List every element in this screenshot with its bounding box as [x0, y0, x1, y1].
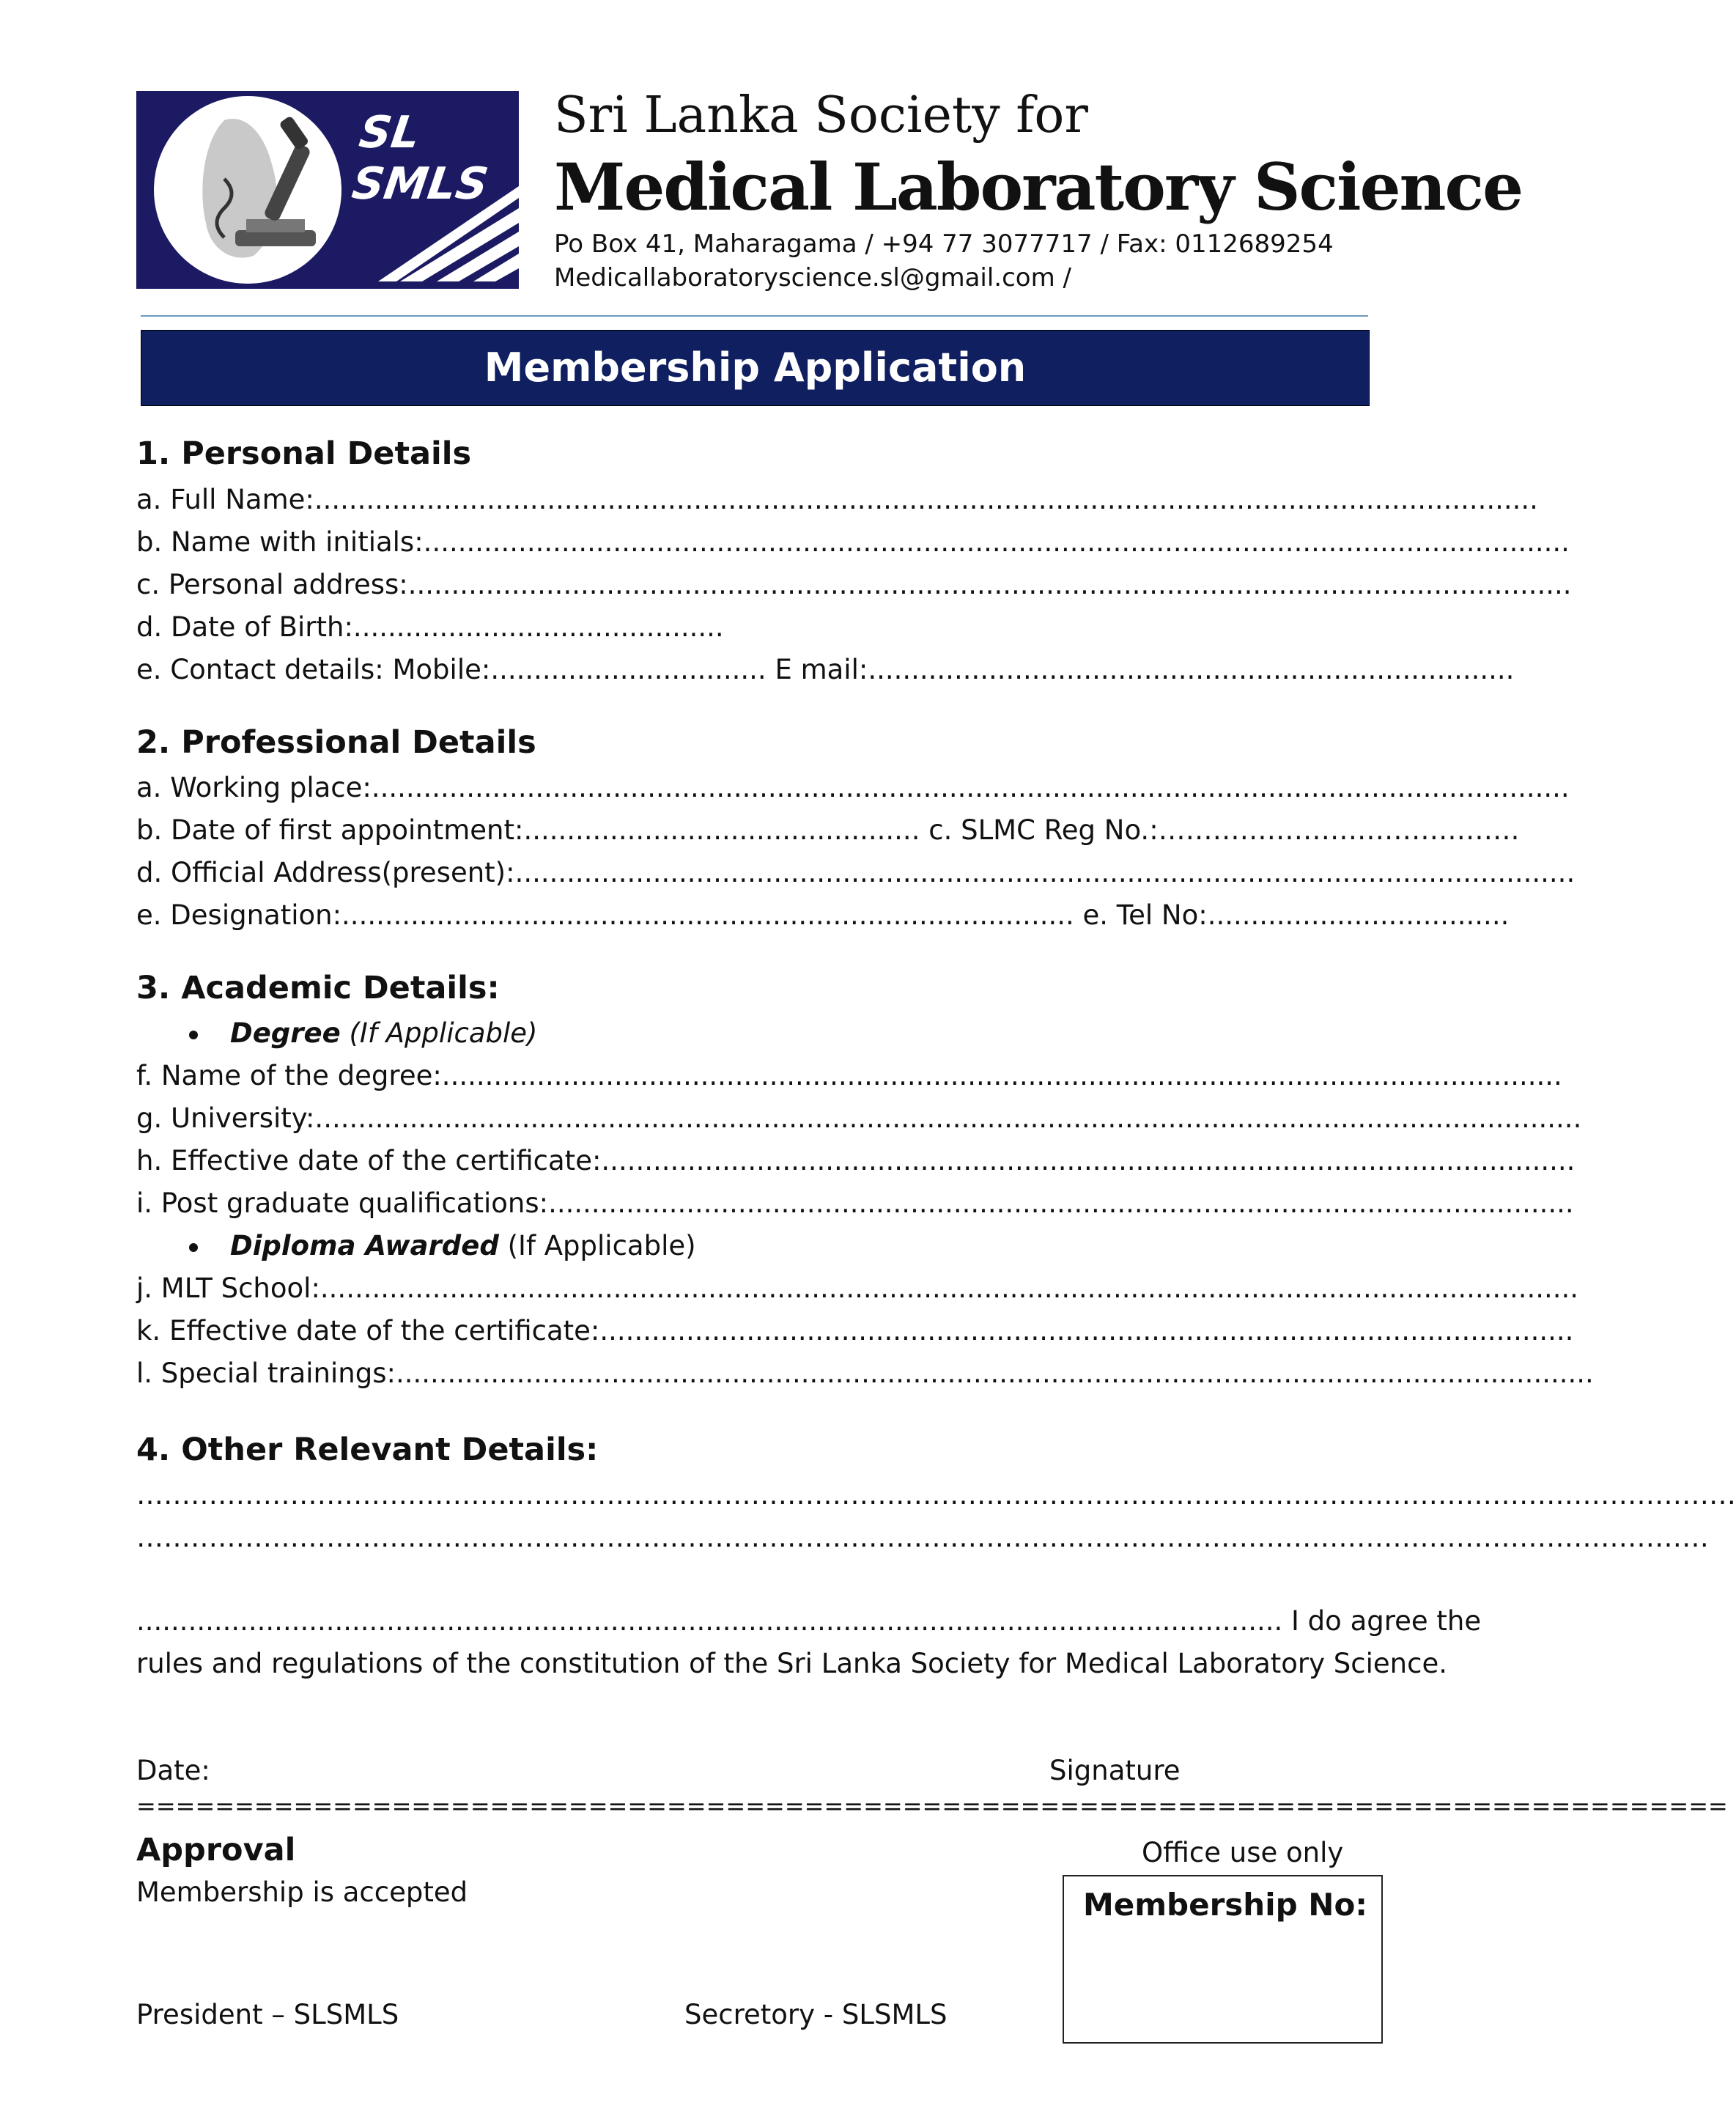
degree-note: (If Applicable) [349, 1017, 538, 1049]
separator-line: ================================================================================= [136, 1792, 1728, 1820]
contact-details-field[interactable]: e. Contact details: Mobile:................................ E mail:........................................................................... [136, 654, 1515, 685]
other-details-line-1[interactable]: …………………………………………………………………………………………………………………………………………………………… [136, 1479, 1736, 1511]
name-initials-field[interactable]: b. Name with initials:..................................................................................................................................... [136, 526, 1570, 558]
signature-label: Signature [1049, 1755, 1181, 1786]
bullet-icon [189, 1031, 198, 1039]
degree-name-field[interactable]: f. Name of the degree:.................................................................................................................................. [136, 1060, 1562, 1091]
date-of-birth-field[interactable]: d. Date of Birth:........................................... [136, 611, 724, 643]
agreement-line: ..................................................................................................................................... I do agree the [136, 1605, 1482, 1637]
org-name-line2: Medical Laboratory Science [554, 149, 1523, 225]
president-label: President – SLSMLS [136, 1999, 399, 2030]
date-label: Date: [136, 1755, 210, 1786]
membership-accepted-text: Membership is accepted [136, 1876, 468, 1908]
full-name-field[interactable]: a. Full Name:.............................................................................................................................................. [136, 484, 1538, 515]
official-address-field[interactable]: d. Official Address(present):........................................................................................................................... [136, 857, 1576, 888]
degree-effective-date-field[interactable]: h. Effective date of the certificate:................................................................................................................. [136, 1145, 1576, 1176]
bullet-icon [189, 1243, 198, 1252]
approval-heading: Approval [136, 1832, 296, 1868]
personal-address-field[interactable]: c. Personal address:....................................................................................................................................... [136, 569, 1572, 600]
diploma-effective-date-field[interactable]: k. Effective date of the certificate:................................................................................................................. [136, 1315, 1574, 1346]
mlt-school-field[interactable]: j. MLT School:.................................................................................................................................................. [136, 1272, 1579, 1304]
degree-label: Degree [230, 1017, 341, 1049]
secretary-label: Secretory - SLSMLS [684, 1999, 948, 2030]
membership-number-box[interactable] [1063, 1875, 1383, 2044]
diploma-note: (If Applicable) [507, 1230, 696, 1261]
first-appointment-field[interactable]: b. Date of first appointment:.............................................. c. SLMC Reg No.:…………………………………. [136, 814, 1520, 846]
degree-bullet [189, 1017, 537, 1050]
agreement-text: rules and regulations of the constitution of the Sri Lanka Society for Medical Laboratory Science. [136, 1648, 1447, 1679]
logo-text: SL SMLS [349, 107, 492, 210]
working-place-field[interactable]: a. Working place:........................................................................................................................................... [136, 772, 1570, 803]
section-heading-personal: 1. Personal Details [136, 435, 472, 472]
org-name-line1: Sri Lanka Society for [554, 86, 1088, 144]
office-use-label: Office use only [1142, 1837, 1344, 1868]
org-contact: Po Box 41, Maharagama / +94 77 3077717 / Fax: 0112689254 [554, 229, 1334, 259]
section-heading-other: 4. Other Relevant Details: [136, 1432, 599, 1468]
designation-field[interactable]: e. Designation:..................................................................................... e. Tel No:................................... [136, 899, 1510, 931]
form-title: Membership Application [484, 345, 1027, 391]
special-trainings-field[interactable]: l. Special trainings:........................................................................................................................................... [136, 1357, 1594, 1389]
diploma-bullet [189, 1230, 696, 1262]
section-heading-academic: 3. Academic Details: [136, 970, 500, 1006]
membership-number-label: Membership No: [1083, 1887, 1368, 1923]
university-field[interactable]: g. University:................................................................................................................................................... [136, 1102, 1582, 1134]
other-details-line-2[interactable]: ………………………………………………………………………………………………………………………………………………………… [136, 1522, 1709, 1553]
society-logo [136, 91, 519, 289]
diploma-label: Diploma Awarded [230, 1230, 499, 1261]
header-rule [141, 315, 1368, 317]
form-title-bar [141, 330, 1370, 406]
section-heading-professional: 2. Professional Details [136, 724, 536, 761]
org-email: Medicallaboratoryscience.sl@gmail.com / [554, 263, 1071, 292]
postgraduate-field[interactable]: i. Post graduate qualifications:....................................................................................................................... [136, 1187, 1574, 1219]
